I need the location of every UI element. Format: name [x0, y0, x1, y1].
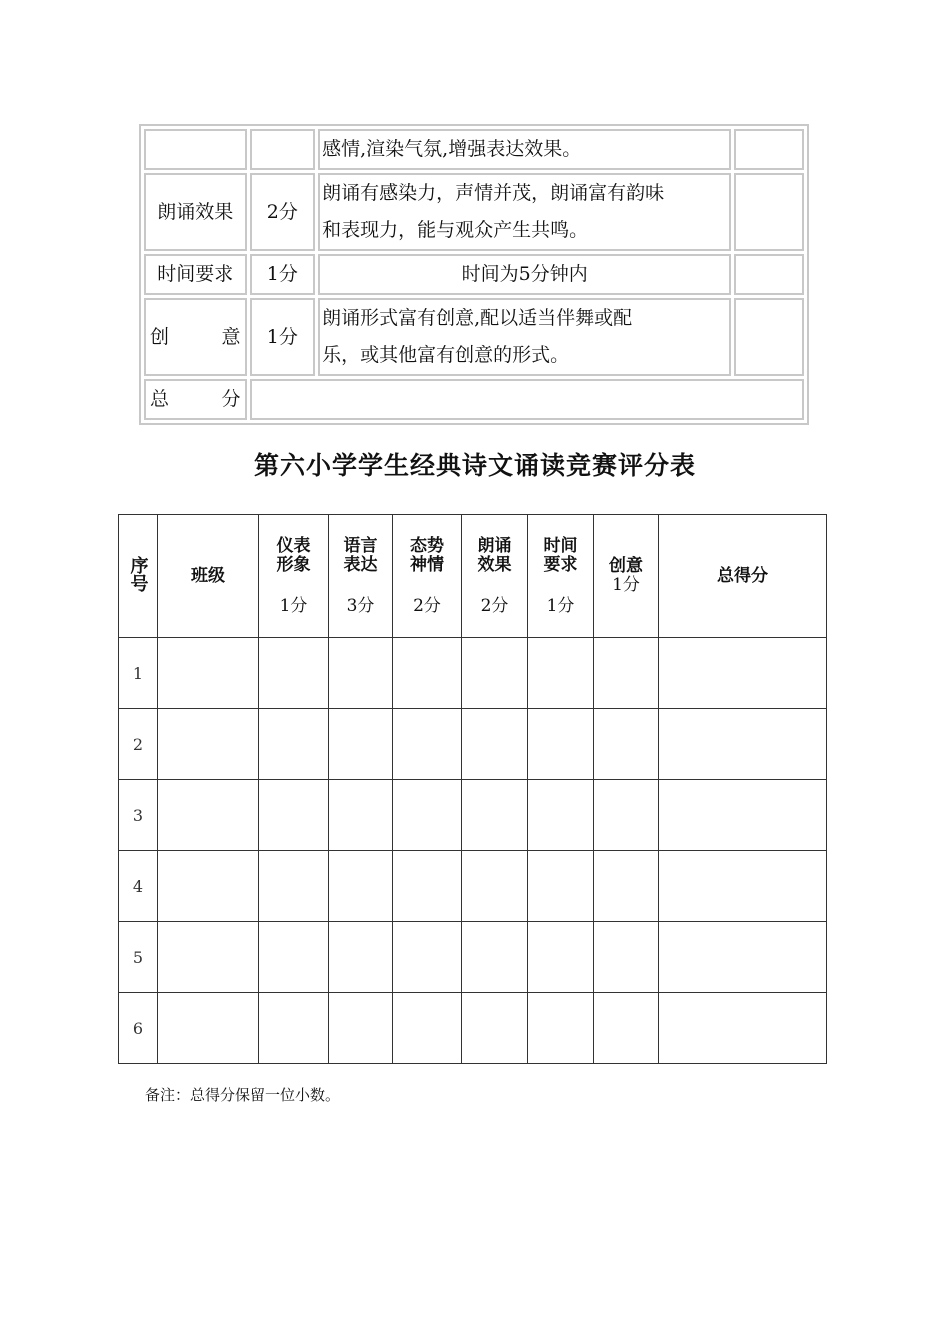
header-appearance [259, 515, 329, 638]
header-class-label: 班级 [191, 565, 225, 586]
score-cell[interactable] [528, 851, 594, 922]
score-cell[interactable] [528, 638, 594, 709]
header-seq-label: 序号 [127, 555, 149, 592]
score-cell[interactable] [158, 709, 259, 780]
header-class [158, 515, 259, 638]
score-cell[interactable] [528, 993, 594, 1064]
criteria-score-cell [250, 129, 316, 170]
score-cell[interactable] [659, 638, 827, 709]
header-seq [119, 515, 158, 638]
header-label-line: 表达 [343, 554, 378, 575]
score-cell[interactable] [259, 780, 329, 851]
score-cell[interactable] [158, 780, 259, 851]
score-cell[interactable] [329, 993, 393, 1064]
score-cell[interactable] [259, 922, 329, 993]
score-cell[interactable] [259, 851, 329, 922]
score-cell[interactable] [462, 851, 528, 922]
row-number: 3 [119, 780, 158, 851]
table-row [119, 709, 827, 780]
score-cell[interactable] [259, 709, 329, 780]
criteria-desc-line: 乐，或其他富有创意的形式。 [322, 344, 570, 366]
score-cell[interactable] [659, 780, 827, 851]
header-points: 3分 [346, 595, 375, 616]
criteria-name-char: 分 [221, 388, 241, 410]
header-label-line: 仪表 [276, 535, 311, 556]
header-label-line: 创意 [609, 556, 643, 576]
header-label-line: 时间 [543, 535, 578, 556]
header-total-label: 总得分 [717, 565, 768, 586]
criteria-score-cell: 2分 [250, 173, 316, 251]
criteria-desc-line: 朗诵有感染力，声情并茂，朗诵富有韵味 [322, 182, 665, 204]
header-points: 2分 [480, 595, 509, 616]
header-label-line: 效果 [477, 554, 512, 575]
header-points: 1分 [546, 595, 575, 616]
score-cell[interactable] [659, 851, 827, 922]
table-row [119, 638, 827, 709]
score-cell[interactable] [528, 709, 594, 780]
score-cell[interactable] [329, 851, 393, 922]
row-number: 6 [119, 993, 158, 1064]
score-cell[interactable] [462, 638, 528, 709]
score-cell[interactable] [659, 709, 827, 780]
row-number: 5 [119, 922, 158, 993]
criteria-desc-line: 朗诵形式富有创意,配以适当伴舞或配 [322, 307, 633, 329]
criteria-name-cell: 朗诵效果 [144, 173, 247, 251]
row-number: 1 [119, 638, 158, 709]
criteria-name-cell [144, 379, 247, 420]
criteria-blank-cell [734, 298, 804, 376]
header-language [329, 515, 393, 638]
table-row [119, 993, 827, 1064]
criteria-blank-cell [734, 129, 804, 170]
score-cell[interactable] [594, 993, 659, 1064]
header-effect [462, 515, 528, 638]
score-cell[interactable] [329, 638, 393, 709]
criteria-name-char: 创 [150, 325, 170, 348]
criteria-row-creativity [144, 298, 804, 376]
score-cell[interactable] [462, 922, 528, 993]
header-label-line: 语言 [343, 535, 378, 556]
score-cell[interactable] [329, 780, 393, 851]
criteria-row-continued [144, 129, 804, 170]
header-points: 1分 [279, 595, 308, 616]
score-cell[interactable] [594, 851, 659, 922]
note-text: 备注：总得分保留一位小数。 [145, 1086, 341, 1104]
criteria-table-wrapper [139, 124, 809, 425]
header-points: 2分 [413, 595, 441, 616]
criteria-desc-line: 和表现力，能与观众产生共鸣。 [322, 219, 589, 241]
criteria-row-effect [144, 173, 804, 251]
score-cell[interactable] [594, 709, 659, 780]
score-cell[interactable] [594, 780, 659, 851]
score-cell[interactable] [393, 993, 462, 1064]
score-cell[interactable] [462, 709, 528, 780]
score-cell[interactable] [659, 922, 827, 993]
score-cell[interactable] [259, 993, 329, 1064]
row-number: 2 [119, 709, 158, 780]
criteria-desc-cell [318, 298, 731, 376]
score-cell[interactable] [158, 922, 259, 993]
criteria-name-cell [144, 298, 247, 376]
header-posture [393, 515, 462, 638]
criteria-row-total [144, 379, 804, 420]
score-cell[interactable] [393, 638, 462, 709]
score-cell[interactable] [528, 922, 594, 993]
criteria-blank-cell [734, 254, 804, 295]
criteria-row-time [144, 254, 804, 295]
page-title: 第六小学学生经典诗文诵读竞赛评分表 [253, 451, 696, 480]
header-label-line: 朗诵 [477, 535, 512, 556]
criteria-desc-cell: 感情,渲染气氛,增强表达效果。 [318, 129, 731, 170]
score-cell[interactable] [329, 922, 393, 993]
score-cell[interactable] [158, 638, 259, 709]
header-creativity [594, 515, 659, 638]
row-number: 4 [119, 851, 158, 922]
criteria-name-char: 意 [221, 325, 241, 348]
criteria-score-cell: 1分 [250, 298, 316, 376]
score-cell[interactable] [329, 709, 393, 780]
score-cell[interactable] [393, 851, 462, 922]
criteria-score-cell: 1分 [250, 254, 316, 295]
table-row [119, 922, 827, 993]
criteria-total-value-cell [250, 379, 804, 420]
score-cell[interactable] [462, 780, 528, 851]
table-row [119, 780, 827, 851]
table-row [119, 851, 827, 922]
score-cell[interactable] [393, 780, 462, 851]
criteria-desc-cell [318, 173, 731, 251]
header-label-line: 神情 [410, 554, 444, 575]
header-label-line: 1分 [612, 575, 640, 595]
score-cell[interactable] [259, 638, 329, 709]
score-cell[interactable] [594, 638, 659, 709]
score-cell[interactable] [393, 709, 462, 780]
score-sheet-table [118, 514, 827, 1064]
criteria-blank-cell [734, 173, 804, 251]
score-cell[interactable] [594, 922, 659, 993]
header-time [528, 515, 594, 638]
header-label-line: 形象 [276, 554, 311, 575]
score-sheet-body [119, 638, 827, 1064]
score-cell[interactable] [393, 922, 462, 993]
score-cell[interactable] [158, 993, 259, 1064]
score-cell[interactable] [462, 993, 528, 1064]
criteria-table [139, 124, 809, 425]
header-label-line: 要求 [543, 554, 578, 575]
criteria-name-cell: 时间要求 [144, 254, 247, 295]
score-sheet-header-row [119, 515, 827, 638]
header-total [659, 515, 827, 638]
score-cell[interactable] [158, 851, 259, 922]
criteria-name-char: 总 [150, 388, 170, 410]
score-cell[interactable] [528, 780, 594, 851]
criteria-name-cell [144, 129, 247, 170]
header-label-line: 态势 [410, 535, 444, 556]
score-cell[interactable] [659, 993, 827, 1064]
criteria-desc-cell: 时间为5分钟内 [318, 254, 731, 295]
